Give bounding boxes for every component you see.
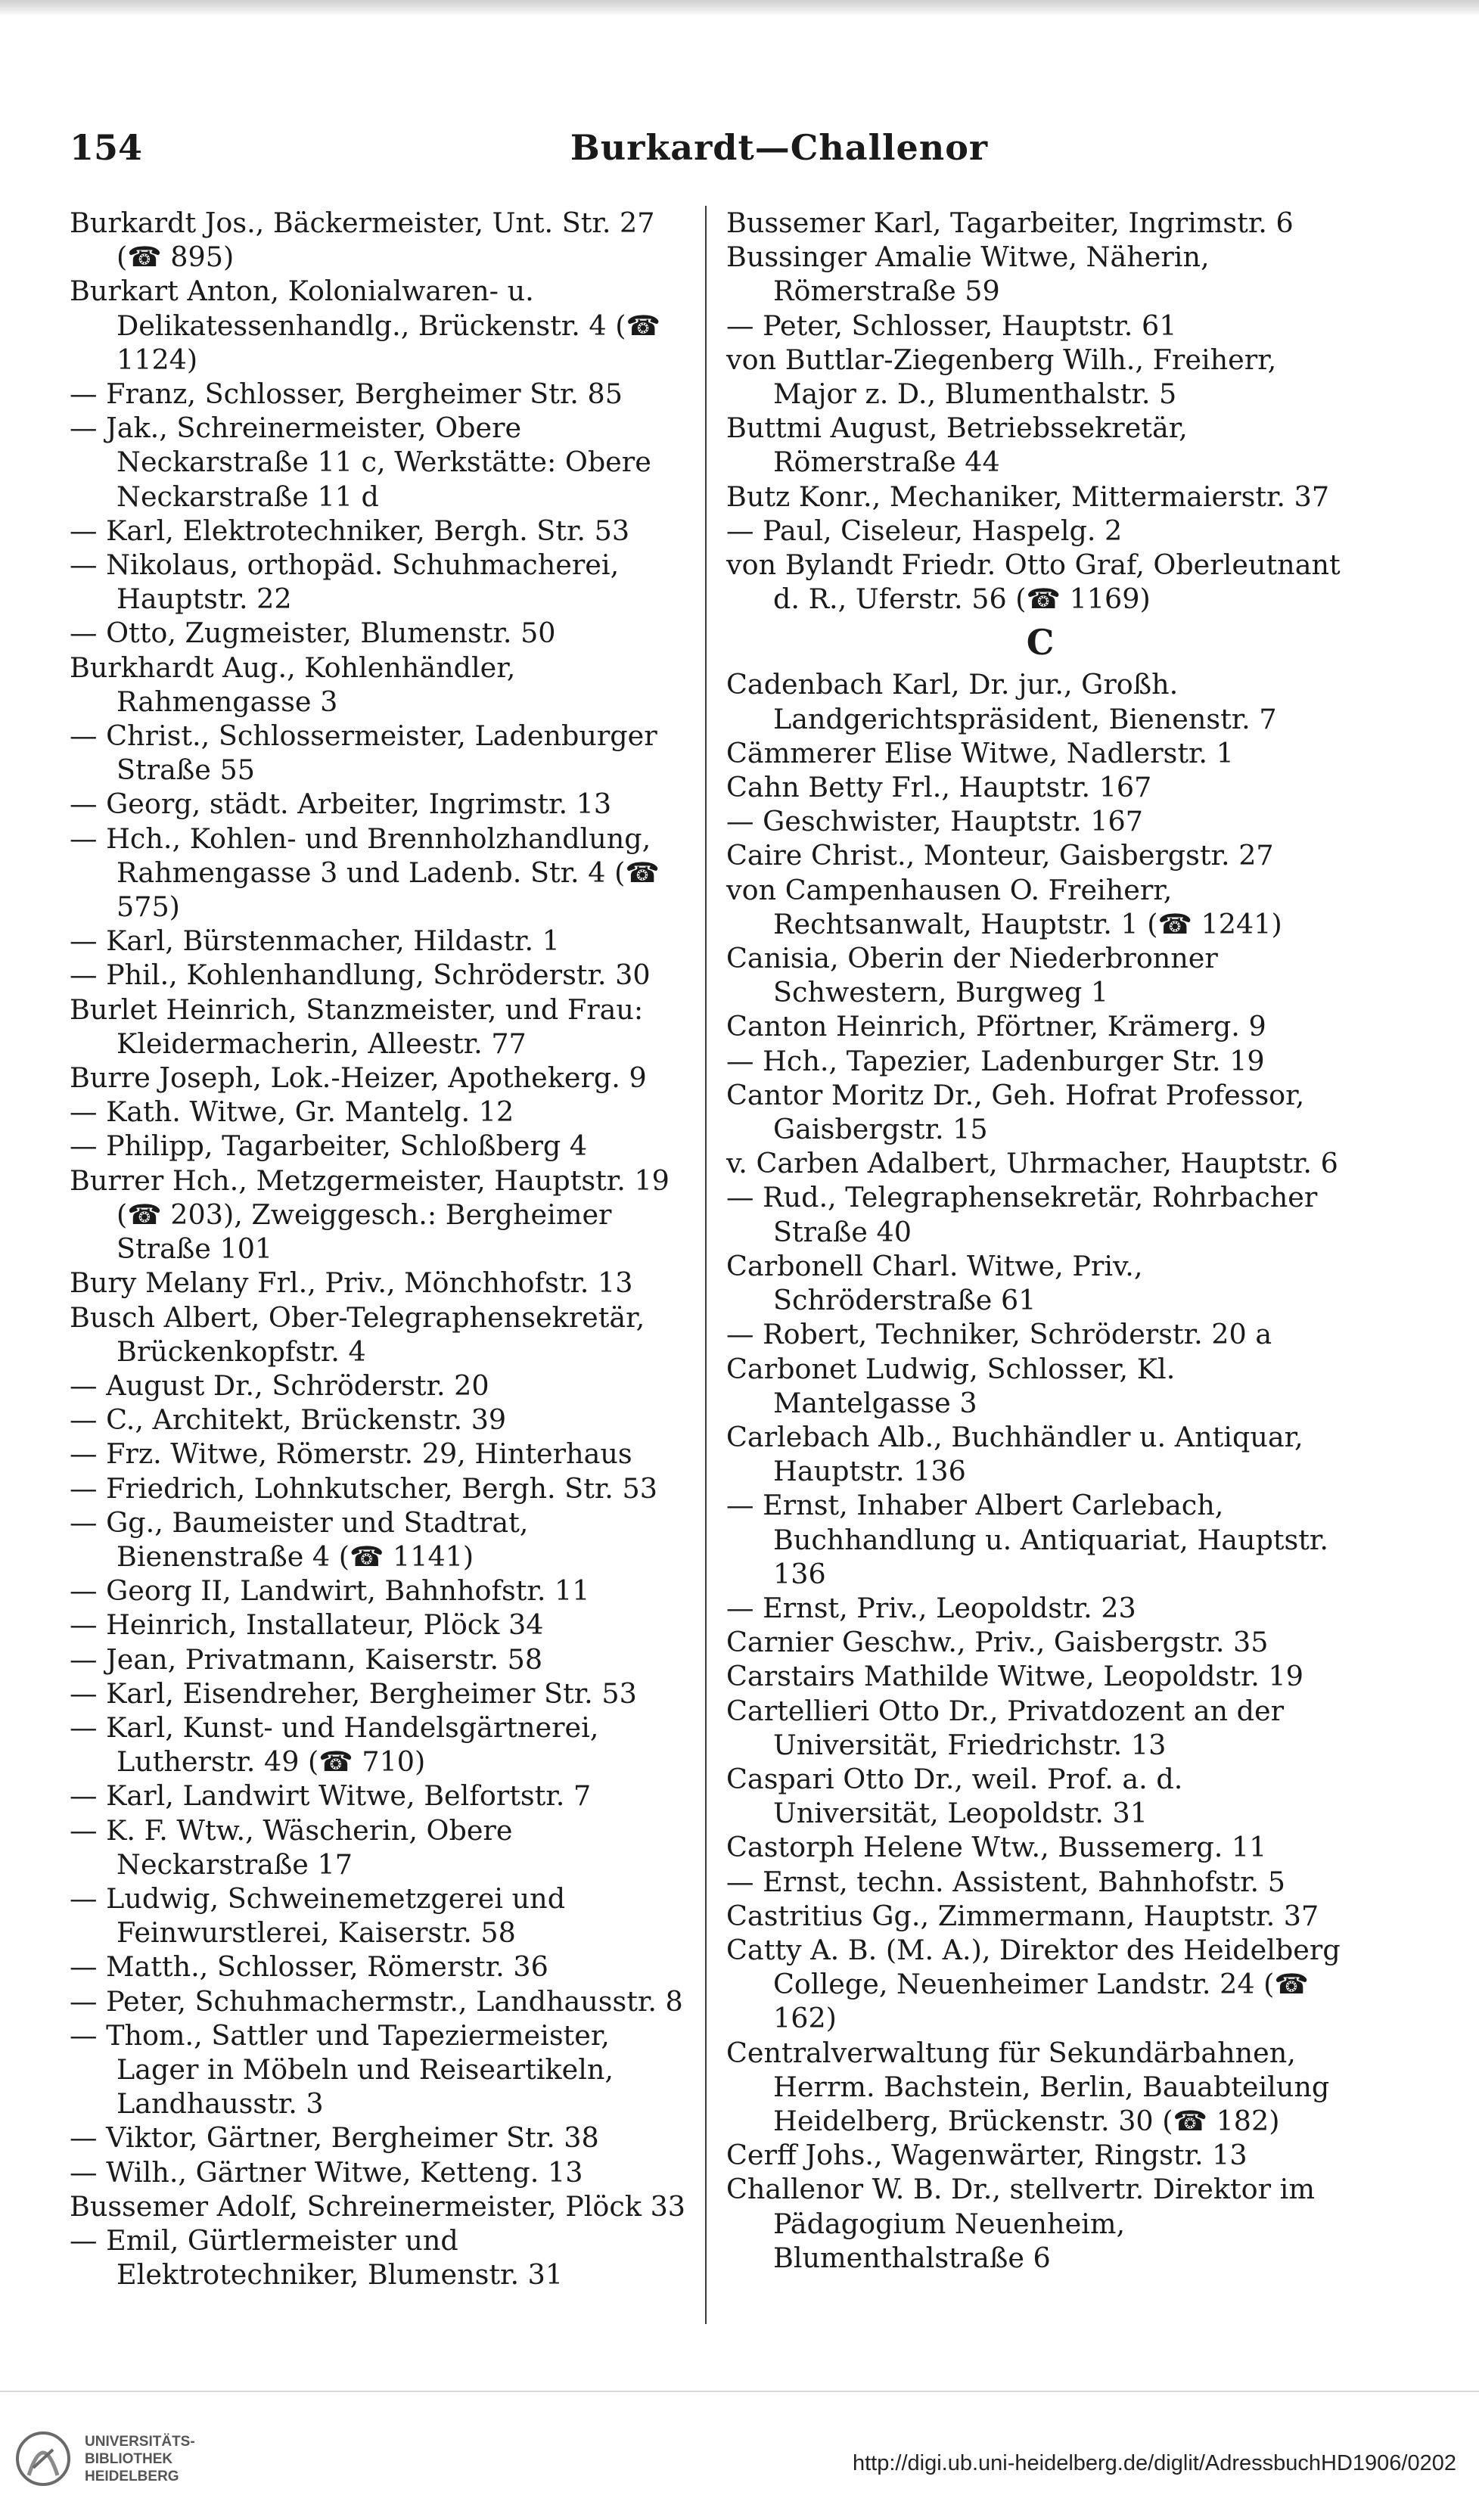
directory-entry: Carstairs Mathilde Witwe, Leopoldstr. 19 bbox=[726, 1660, 1303, 1693]
source-url-link[interactable]: http://digi.ub.uni-heidelberg.de/diglit/AdressbuchHD1906/0202 bbox=[852, 2451, 1456, 2475]
directory-entry: — Ernst, techn. Assistent, Bahnhofstr. 5 bbox=[726, 1865, 1285, 1898]
library-seal-icon bbox=[14, 2422, 73, 2495]
directory-entry: Bussemer Karl, Tagarbeiter, Ingrimstr. 6 bbox=[726, 207, 1294, 239]
directory-entry: Bury Melany Frl., Priv., Mönchhofstr. 13 bbox=[70, 1266, 633, 1300]
directory-entry: Cadenbach Karl, Dr. jur., Großh. Landgerichtspräsident, Bienenstr. 7 bbox=[726, 668, 1277, 735]
right-column-lower bbox=[726, 667, 1354, 2275]
directory-entry: Cerff Johs., Wagenwärter, Ringstr. 13 bbox=[726, 2139, 1248, 2172]
directory-entry: — Karl, Eisendreher, Bergheimer Str. 53 bbox=[70, 1676, 637, 1710]
directory-entry: Cämmerer Elise Witwe, Nadlerstr. 1 bbox=[726, 736, 1234, 769]
directory-entry: — Georg II, Landwirt, Bahnhofstr. 11 bbox=[70, 1574, 590, 1608]
directory-entry: — Heinrich, Installateur, Plöck 34 bbox=[70, 1608, 544, 1642]
directory-entry: Burkhardt Aug., Kohlenhändler, Rahmengasse 3 bbox=[70, 651, 516, 718]
directory-entry: Burrer Hch., Metzgermeister, Hauptstr. 19 (☎ 203), Zweiggesch.: Bergheimer Straße 101 bbox=[70, 1164, 670, 1266]
directory-entry: — Nikolaus, orthopäd. Schuhmacherei, Hauptstr. 22 bbox=[70, 548, 620, 616]
column-divider bbox=[705, 206, 707, 2324]
directory-entry: Bussinger Amalie Witwe, Näherin, Römerstraße 59 bbox=[726, 241, 1210, 308]
directory-entry: Centralverwaltung für Sekundärbahnen, Herrm. Bachstein, Berlin, Bauabteilung Heidelberg, Brückenstr. 30 (☎ 182) bbox=[726, 2036, 1330, 2137]
directory-entry: — Peter, Schlosser, Hauptstr. 61 bbox=[726, 309, 1177, 342]
directory-entry: v. Carben Adalbert, Uhrmacher, Hauptstr. 6 bbox=[726, 1147, 1338, 1180]
directory-entry: — Georg, städt. Arbeiter, Ingrimstr. 13 bbox=[70, 788, 612, 821]
library-name-line: HEIDELBERG bbox=[85, 2468, 179, 2484]
directory-entry: — K. F. Wtw., Wäscherin, Obere Neckarstraße 17 bbox=[70, 1813, 513, 1881]
directory-entry: Busch Albert, Ober-Telegraphensekretär, Brückenkopfstr. 4 bbox=[70, 1300, 645, 1368]
directory-entry: — Christ., Schlossermeister, Ladenburger Straße 55 bbox=[70, 719, 657, 787]
directory-entry: — Phil., Kohlenhandlung, Schröderstr. 30 bbox=[70, 959, 651, 992]
directory-entry: — Ludwig, Schweinemetzgerei und Feinwurstlerei, Kaiserstr. 58 bbox=[70, 1881, 566, 1950]
directory-entry: Catty A. B. (M. A.), Direktor des Heidelberg College, Neuenheimer Landstr. 24 (☎ 162) bbox=[726, 1933, 1341, 2035]
directory-entry: Caspari Otto Dr., weil. Prof. a. d. Universität, Leopoldstr. 31 bbox=[726, 1762, 1183, 1830]
directory-entry: Butz Konr., Mechaniker, Mittermaierstr. 37 bbox=[726, 480, 1330, 513]
directory-entry: — Karl, Landwirt Witwe, Belfortstr. 7 bbox=[70, 1779, 592, 1813]
directory-entry: von Buttlar-Ziegenberg Wilh., Freiherr, Major z. D., Blumenthalstr. 5 bbox=[726, 343, 1277, 411]
directory-entry: — Jean, Privatmann, Kaiserstr. 58 bbox=[70, 1642, 543, 1676]
directory-entry: Cantor Moritz Dr., Geh. Hofrat Professor, Gaisbergstr. 15 bbox=[726, 1078, 1305, 1146]
directory-entry: — Jak., Schreinermeister, Obere Neckarstraße 11 c, Werkstätte: Obere Neckarstraße 11 d bbox=[70, 412, 651, 513]
directory-entry: — August Dr., Schröderstr. 20 bbox=[70, 1369, 489, 1402]
directory-entry: — Emil, Gürtlermeister und Elektrotechniker, Blumenstr. 31 bbox=[70, 2223, 564, 2292]
directory-entry: — Otto, Zugmeister, Blumenstr. 50 bbox=[70, 617, 556, 650]
footer-rule bbox=[0, 2391, 1479, 2392]
directory-entry: Cahn Betty Frl., Hauptstr. 167 bbox=[726, 771, 1152, 804]
directory-entry: — Friedrich, Lohnkutscher, Bergh. Str. 53 bbox=[70, 1471, 657, 1505]
directory-entry: — Matth., Schlosser, Römerstr. 36 bbox=[70, 1950, 548, 1984]
directory-entry: — Ernst, Priv., Leopoldstr. 23 bbox=[726, 1591, 1136, 1624]
directory-entry: Canisia, Oberin der Niederbronner Schwestern, Burgweg 1 bbox=[726, 942, 1218, 1009]
directory-entry: Carbonet Ludwig, Schlosser, Kl. Mantelgasse 3 bbox=[726, 1352, 1176, 1419]
directory-entry: Caire Christ., Monteur, Gaisbergstr. 27 bbox=[726, 839, 1274, 872]
directory-entry: — Kath. Witwe, Gr. Mantelg. 12 bbox=[70, 1095, 514, 1129]
directory-entry: Buttmi August, Betriebssekretär, Römerstraße 44 bbox=[726, 412, 1188, 479]
directory-entry: von Campenhausen O. Freiherr, Rechtsanwalt, Hauptstr. 1 (☎ 1241) bbox=[726, 873, 1282, 940]
running-head: Burkardt—Challenor bbox=[570, 127, 989, 168]
left-column bbox=[70, 206, 691, 2292]
library-logo[interactable] bbox=[14, 2413, 241, 2504]
directory-entry: Castritius Gg., Zimmermann, Hauptstr. 37 bbox=[726, 1899, 1319, 1932]
directory-entry: — Karl, Bürstenmacher, Hildastr. 1 bbox=[70, 924, 560, 958]
directory-entry: — Viktor, Gärtner, Bergheimer Str. 38 bbox=[70, 2121, 599, 2155]
directory-entry: — Hch., Tapezier, Ladenburger Str. 19 bbox=[726, 1044, 1265, 1077]
right-column-upper bbox=[726, 206, 1354, 616]
right-column bbox=[726, 206, 1354, 2275]
directory-entry: — Peter, Schuhmachermstr., Landhausstr. 8 bbox=[70, 1984, 683, 2018]
library-name bbox=[85, 2433, 195, 2485]
page-number: 154 bbox=[70, 127, 143, 168]
directory-entry: Carbonell Charl. Witwe, Priv., Schröderstraße 61 bbox=[726, 1249, 1143, 1317]
directory-entry: — Rud., Telegraphensekretär, Rohrbacher Straße 40 bbox=[726, 1181, 1318, 1248]
directory-entry: — Wilh., Gärtner Witwe, Ketteng. 13 bbox=[70, 2155, 583, 2189]
library-name-line: BIBLIOTHEK bbox=[85, 2450, 173, 2467]
directory-entry: Castorph Helene Wtw., Bussemerg. 11 bbox=[726, 1831, 1267, 1864]
directory-entry: Carlebach Alb., Buchhändler u. Antiquar, Hauptstr. 136 bbox=[726, 1420, 1303, 1488]
directory-entry: — Franz, Schlosser, Bergheimer Str. 85 bbox=[70, 378, 623, 411]
directory-entry: von Bylandt Friedr. Otto Graf, Oberleutnant d. R., Uferstr. 56 (☎ 1169) bbox=[726, 548, 1341, 616]
directory-entry: — Gg., Baumeister und Stadtrat, Bienenstraße 4 (☎ 1141) bbox=[70, 1505, 529, 1573]
directory-entry: Cartellieri Otto Dr., Privatdozent an der Universität, Friedrichstr. 13 bbox=[726, 1694, 1285, 1761]
directory-entry: — Frz. Witwe, Römerstr. 29, Hinterhaus bbox=[70, 1437, 632, 1471]
directory-entry: — Geschwister, Hauptstr. 167 bbox=[726, 805, 1143, 838]
directory-entry: — Philipp, Tagarbeiter, Schloßberg 4 bbox=[70, 1129, 588, 1163]
directory-entry: Burkardt Jos., Bäckermeister, Unt. Str. 27 (☎ 895) bbox=[70, 207, 655, 274]
directory-entry: Carnier Geschw., Priv., Gaisbergstr. 35 bbox=[726, 1626, 1269, 1659]
directory-entry: — Hch., Kohlen- und Brennholzhandlung, Rahmengasse 3 und Ladenb. Str. 4 (☎ 575) bbox=[70, 822, 660, 924]
directory-entry: — Karl, Elektrotechniker, Bergh. Str. 53 bbox=[70, 514, 630, 547]
directory-entry: — C., Architekt, Brückenstr. 39 bbox=[70, 1403, 507, 1437]
directory-entry: — Ernst, Inhaber Albert Carlebach, Buchhandlung u. Antiquariat, Hauptstr. 136 bbox=[726, 1489, 1328, 1590]
directory-entry: — Karl, Kunst- und Handelsgärtnerei, Lutherstr. 49 (☎ 710) bbox=[70, 1711, 599, 1779]
directory-entry: — Paul, Ciseleur, Haspelg. 2 bbox=[726, 514, 1123, 547]
directory-entry: — Thom., Sattler und Tapeziermeister, Lager in Möbeln und Reiseartikeln, Landhausstr. 3 bbox=[70, 2018, 614, 2121]
directory-entry: Burre Joseph, Lok.-Heizer, Apothekerg. 9 bbox=[70, 1061, 647, 1095]
directory-entry: — Robert, Techniker, Schröderstr. 20 a bbox=[726, 1318, 1272, 1351]
section-letter-heading: C bbox=[1026, 622, 1055, 663]
library-name-line: UNIVERSITÄTS- bbox=[85, 2433, 195, 2450]
directory-entry: Burkart Anton, Kolonialwaren- u. Delikatessenhandlg., Brückenstr. 4 (☎ 1124) bbox=[70, 275, 660, 376]
directory-entry: Challenor W. B. Dr., stellvertr. Direktor im Pädagogium Neuenheim, Blumenthalstraße 6 bbox=[726, 2173, 1315, 2274]
directory-entry: Bussemer Adolf, Schreinermeister, Plöck 33 bbox=[70, 2189, 686, 2223]
directory-entry: Canton Heinrich, Pförtner, Krämerg. 9 bbox=[726, 1010, 1266, 1043]
directory-entry: Burlet Heinrich, Stanzmeister, und Frau: Kleidermacherin, Alleestr. 77 bbox=[70, 993, 644, 1060]
scan-top-edge bbox=[0, 0, 1479, 17]
